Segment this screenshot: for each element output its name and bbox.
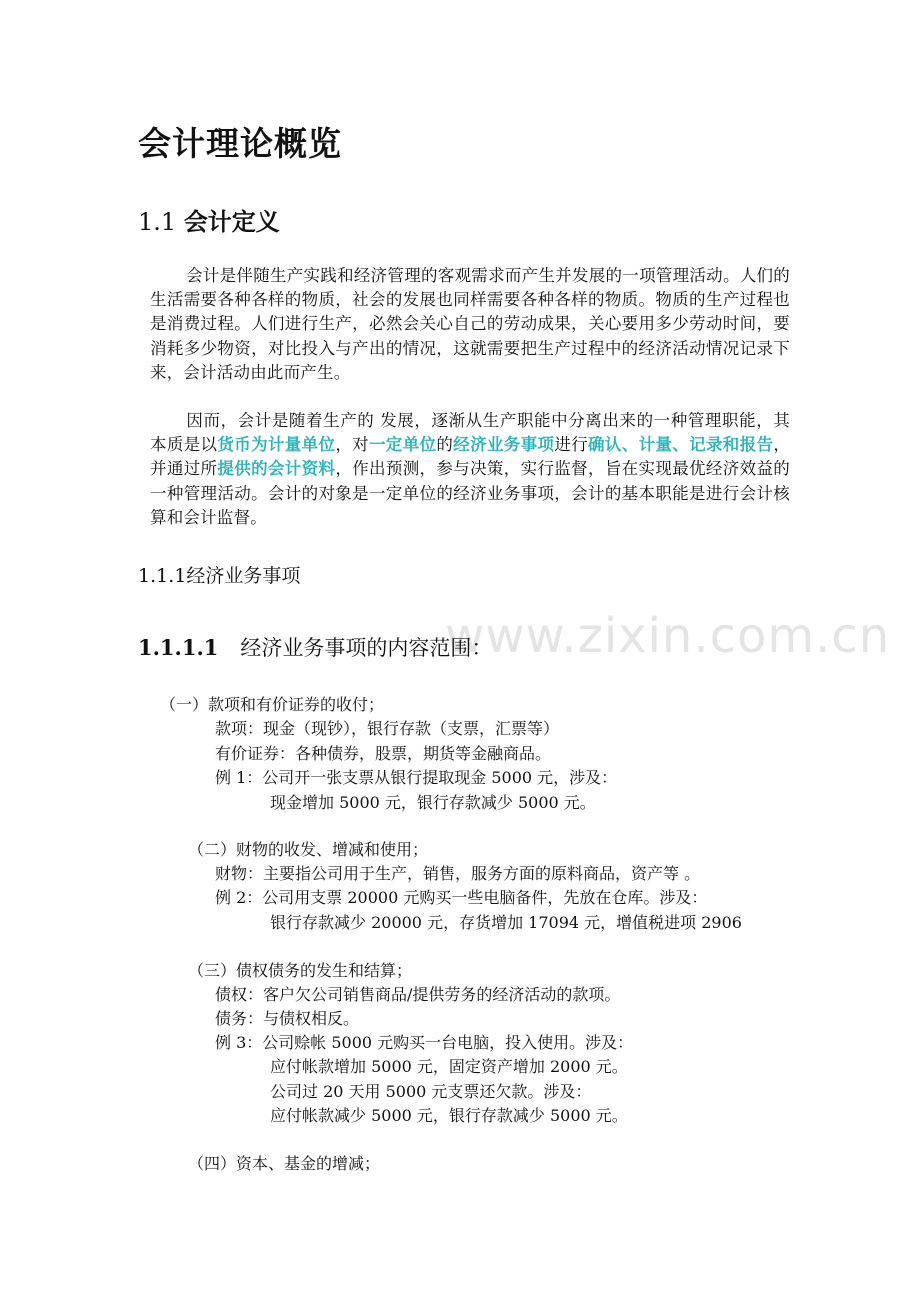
highlight-term: 货币为计量单位 [217, 435, 336, 455]
paragraph-definition [150, 264, 790, 385]
item-line: 财物：主要指公司用于生产，销售，服务方面的原料商品，资产等 。 [215, 864, 701, 883]
example-detail: 银行存款减少 20000 元，存货增加 17094 元，增值税进项 2906 [270, 913, 742, 932]
item-line: 债权：客户欠公司销售商品/提供劳务的经济活动的款项。 [215, 985, 621, 1004]
section-number: 1.1 [138, 208, 177, 236]
item-line: 有价证券：各种债券，股票，期货等金融商品。 [215, 744, 552, 763]
item-heading-1: （一）款项和有价证券的收付； [160, 695, 385, 714]
example-line: 例 2：公司用支票 20000 元购买一些电脑备件，先放在仓库。涉及： [215, 888, 708, 907]
example-detail: 现金增加 5000 元，银行存款减少 5000 元。 [270, 793, 596, 812]
section-heading-1-1 [138, 202, 280, 237]
subsubsection-number: 1.1.1.1 [138, 635, 219, 660]
item-heading-4: （四）资本、基金的增减； [188, 1154, 381, 1173]
paragraph-text: 会计是伴随生产实践和经济管理的客观需求而产生并发展的一项管理活动。人们的生活需要各种各样的物质，社会的发展也同样需要各种各样的物质。物质的生产过程也是消费过程。人们进行生产，必然会关心自己的劳动成果，关心要用多少劳动时间，要消耗多少物资，对比投入与产出的情况，这就需要把生产过程中的经济活动情况记录下来，会计活动由此而产生。 [150, 266, 790, 382]
subsection-heading-1-1-1: 1.1.1经济业务事项 [138, 565, 301, 587]
example-detail: 应付帐款减少 5000 元，银行存款减少 5000 元。 [270, 1106, 628, 1125]
subsubsection-heading [138, 632, 492, 662]
paragraph-text: ，作出预测，参与决策，实行监督，旨在实现最优经济效益的一种管理活动。会计的对象是一定单位的经济业务事项，会计的基本职能是进行会计核算和会计监督。 [150, 459, 790, 527]
paragraph-text: 的 [436, 435, 454, 455]
highlight-term: 确认、计量、记录和报告 [588, 435, 774, 455]
highlight-term: 一定单位 [369, 435, 437, 455]
paragraph-text: ，对 [335, 435, 370, 455]
example-detail: 应付帐款增加 5000 元，固定资产增加 2000 元。 [270, 1057, 628, 1076]
highlight-term: 提供的会计资料 [217, 459, 336, 479]
item-line: 债务：与债权相反。 [215, 1009, 360, 1028]
section-title: 会计定义 [183, 208, 280, 236]
paragraph-text: 进行 [554, 435, 589, 455]
item-line: 款项：现金（现钞），银行存款（支票，汇票等） [215, 719, 560, 738]
example-line: 例 3：公司赊帐 5000 元购买一台电脑，投入使用。涉及： [215, 1033, 634, 1052]
example-detail: 公司过 20 天用 5000 元支票还欠款。涉及： [270, 1082, 592, 1101]
paragraph-essence [150, 409, 790, 530]
item-heading-3: （三）债权债务的发生和结算； [188, 961, 413, 980]
paragraph-text: ，并通过所 [150, 435, 791, 479]
paragraph-text: 因而，会计是随着生产的 发展，逐渐从生产职能中分离出来的一种管理职能，其本质是以 [150, 411, 790, 455]
example-line: 例 1：公司开一张支票从银行提取现金 5000 元，涉及： [215, 768, 618, 787]
highlight-term: 经济业务事项 [453, 435, 555, 455]
watermark: www.zixin.com.cn [445, 608, 891, 664]
subsubsection-title: 经济业务事项的内容范围： [240, 636, 493, 660]
page-title: 会计理论概览 [138, 124, 342, 163]
item-heading-2: （二）财物的收发、增减和使用； [188, 840, 429, 859]
